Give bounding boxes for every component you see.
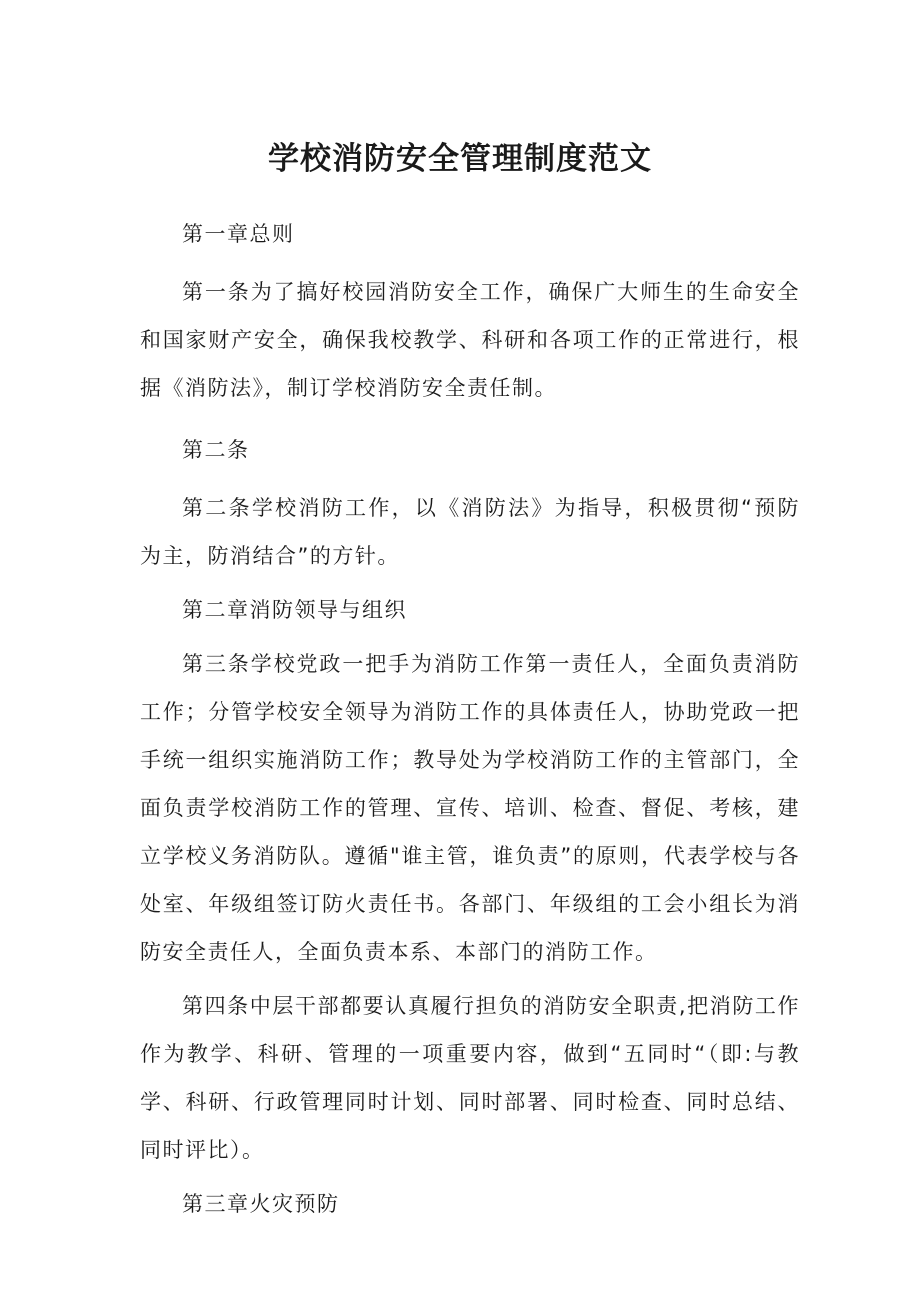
article-2-paragraph: 第二条学校消防工作，以《消防法》为指导，积极贯彻“预防为主，防消结合”的方针。 bbox=[140, 496, 800, 568]
chapter-heading-1: 第一章总则 bbox=[182, 222, 295, 246]
article-3-paragraph: 第三条学校党政一把手为消防工作第一责任人，全面负责消防工作；分管学校安全领导为消防工作的具体责任人，协助党政一把手统一组织实施消防工作；教导处为学校消防工作的主管部门，全面负责学校消防工作的管理、宣传、培训、检查、督促、考核，建立学校义务消防队。遵循"谁主管，谁负责”的原则，代表学校与各处室、年级组签订防火责任书。各部门、年级组的工会小组长为消防安全责任人，全面负责本系、本部门的消防工作。 bbox=[140, 652, 800, 964]
document-title: 学校消防安全管理制度范文 bbox=[268, 141, 652, 177]
article-2-heading: 第二条 bbox=[182, 438, 250, 462]
article-4-paragraph: 第四条中层干部都要认真履行担负的消防安全职责,把消防工作作为教学、科研、管理的一项重要内容，做到“五同时“（即:与教学、科研、行政管理同时计划、同时部署、同时检查、同时总结、同时评比）。 bbox=[140, 994, 800, 1162]
chapter-heading-2: 第二章消防领导与组织 bbox=[182, 598, 407, 622]
article-1-paragraph: 第一条为了搞好校园消防安全工作，确保广大师生的生命安全和国家财产安全，确保我校教学、科研和各项工作的正常进行，根据《消防法》，制订学校消防安全责任制。 bbox=[140, 280, 800, 400]
document-body bbox=[140, 210, 800, 1228]
chapter-heading-3: 第三章火灾预防 bbox=[182, 1192, 340, 1216]
